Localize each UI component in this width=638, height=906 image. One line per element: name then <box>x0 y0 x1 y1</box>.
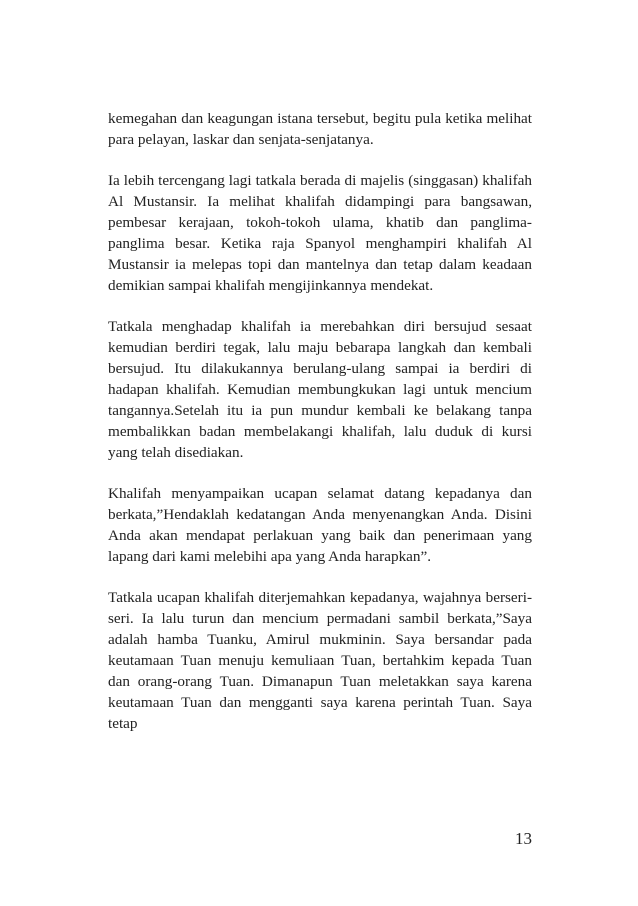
body-text <box>108 108 532 754</box>
paragraph-2: Ia lebih tercengang lagi tatkala berada di majelis (singgasan) khalifah Al Mustansir. Ia melihat khalifah didampingi para bangsawan, pembesar kerajaan, tokoh-tokoh ulama, khatib dan panglima-panglima besar. Ketika raja Spanyol menghampiri khalifah Al Mustansir ia melepas topi dan mantelnya dan tetap dalam keadaan demikian sampai khalifah mengijinkannya mendekat. <box>108 172 532 294</box>
paragraph-5: Tatkala ucapan khalifah diterjemahkan kepadanya, wajahnya berseri-seri. Ia lalu turun dan mencium permadani sambil berkata,”Saya adalah hamba Tuanku, Amirul mukminin. Saya bersandar pada keutamaan Tuan menuju kemuliaan Tuan, bertahkim kepada Tuan dan orang-orang Tuan. Dimanapun Tuan meletakkan saya karena keutamaan Tuan dan mengganti saya karena perintah Tuan. Saya tetap <box>108 589 532 732</box>
paragraph-1: kemegahan dan keagungan istana tersebut, begitu pula ketika melihat para pelayan, laskar dan senjata-senjatanya. <box>108 110 532 148</box>
paragraph-4: Khalifah menyampaikan ucapan selamat datang kepadanya dan berkata,”Hendaklah kedatangan Anda menyenangkan Anda. Disini Anda akan mendapat perlakuan yang baik dan penerimaan yang lapang dari kami melebihi apa yang Anda harapkan”. <box>108 485 532 565</box>
paragraph-3: Tatkala menghadap khalifah ia merebahkan diri bersujud sesaat kemudian berdiri tegak, lalu maju bebarapa langkah dan kembali bersujud. Itu dilakukannya berulang-ulang sampai ia berdiri di hadapan khalifah. Kemudian membungkukan lagi untuk mencium tangannya.Setelah itu ia pun mundur kembali ke belakang tanpa membalikkan badan membelakangi khalifah, lalu duduk di kursi yang telah disediakan. <box>108 318 532 461</box>
page-number: 13 <box>515 829 532 848</box>
